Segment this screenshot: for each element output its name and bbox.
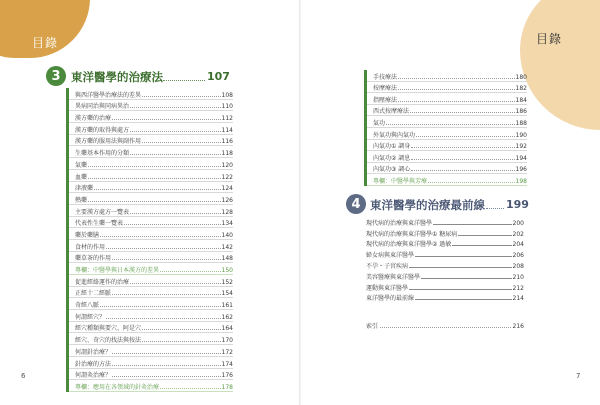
leader-dots (380, 327, 511, 328)
toc-entry-title: 漢方藥的取得與處方 (75, 126, 130, 134)
leader-dots (130, 131, 221, 132)
leader-dots (112, 365, 221, 366)
toc-entry[interactable] (69, 275, 233, 287)
toc-entry[interactable] (366, 292, 524, 303)
toc-entry-page: 196 (515, 166, 527, 174)
leader-dots (106, 318, 221, 319)
toc-entry-page: 190 (515, 131, 527, 139)
toc-entry-page: 180 (515, 73, 527, 81)
toc-entry-title: 手技療法 (373, 73, 398, 81)
section-leader (486, 208, 504, 209)
toc-entry-page: 194 (515, 154, 527, 162)
toc-entry-title: 代表性生藥一覽表 (75, 220, 124, 228)
toc-entry-title: 運動與東洋醫學 (366, 284, 409, 292)
toc-entry-title: 與西洋醫學治療法的差異 (75, 91, 142, 99)
toc-entry[interactable] (367, 151, 527, 163)
leader-dots (421, 278, 512, 279)
leader-dots (94, 189, 221, 190)
toc-entry-page: 116 (221, 138, 233, 146)
leader-dots (142, 329, 221, 330)
toc-entry-page: 198 (515, 177, 527, 185)
section-number-badge: 3 (46, 66, 66, 86)
toc-tag: 目錄 (536, 32, 563, 46)
leader-dots (112, 353, 221, 354)
toc-entry-title: 指壓療法 (373, 96, 398, 104)
toc-entry-title: 氣藥 (75, 161, 88, 169)
toc-entry-title: 美容醫療與東洋醫學 (366, 273, 421, 281)
toc-entry-title: 不孕・子宮疾病 (366, 262, 409, 270)
toc-entry-title: 經穴種類與要穴、阿是穴 (75, 325, 142, 333)
toc-entry[interactable] (366, 281, 524, 292)
leader-dots (112, 376, 221, 377)
toc-entry-page: 134 (221, 220, 233, 228)
leader-dots (142, 96, 221, 97)
toc-entry[interactable] (69, 228, 233, 240)
toc-entry[interactable] (366, 227, 524, 238)
leader-dots (458, 235, 511, 236)
toc-entry-page: 204 (512, 241, 524, 249)
leader-dots (130, 154, 221, 155)
page-number: 6 (21, 372, 26, 380)
toc-entry-title: 何謂針治療？ (75, 348, 112, 356)
leader-dots (411, 159, 514, 160)
toc-entry-page: 206 (512, 252, 524, 260)
toc-entry-page: 161 (221, 302, 233, 310)
toc-entry-page: 214 (512, 295, 524, 303)
toc-entry-title: 內氣功③ 調心 (373, 166, 411, 174)
toc-entry[interactable] (366, 259, 524, 270)
leader-dots (409, 289, 512, 290)
leader-dots (130, 107, 221, 108)
toc-entry[interactable] (69, 369, 233, 381)
toc-entry-page: 114 (221, 126, 233, 134)
leader-dots (415, 299, 512, 300)
toc-entry-page: 142 (221, 243, 233, 251)
toc-entry-page: 170 (221, 337, 233, 345)
section-title[interactable]: 東洋醫學的治療最前線 (370, 198, 485, 212)
leader-dots (112, 294, 221, 295)
toc-entry[interactable] (366, 216, 524, 227)
toc-entry[interactable] (367, 82, 527, 94)
toc-entry-page: 172 (221, 348, 233, 356)
toc-entry[interactable] (69, 158, 233, 170)
leader-dots (411, 147, 514, 148)
toc-entry-page: 212 (512, 284, 524, 292)
toc-entry-title: 經穴、奇穴的找法與按法 (75, 337, 142, 345)
leader-dots (398, 89, 515, 90)
toc-entry-title: 外氣功與內氣功 (373, 131, 416, 139)
toc-entry-title: 西式按摩療法 (373, 108, 410, 116)
leader-dots (130, 283, 221, 284)
toc-entry-page: 128 (221, 208, 233, 216)
leader-dots (106, 248, 221, 249)
toc-entry-title: 血藥 (75, 173, 88, 181)
toc-entry-title: 婦女病與東洋醫學 (366, 252, 415, 260)
toc-column-note[interactable] (69, 263, 233, 275)
toc-entry[interactable] (69, 252, 233, 264)
toc-entry-title: 現代病的治療與東洋醫學 (366, 219, 433, 227)
toc-entry-title: 熱藥 (75, 196, 88, 204)
leader-dots (415, 256, 512, 257)
leader-dots (160, 271, 221, 272)
toc-tag: 目錄 (32, 36, 59, 50)
toc-entry-page: 108 (221, 91, 233, 99)
toc-entry[interactable] (366, 270, 524, 281)
toc-entry-page: 150 (221, 267, 233, 274)
leader-dots (160, 388, 221, 389)
toc-entry[interactable] (367, 140, 527, 152)
leader-dots (88, 201, 221, 202)
toc-entry[interactable] (366, 238, 524, 249)
toc-entry-title: 按摩療法 (373, 85, 398, 93)
toc-entry-page: 200 (512, 219, 524, 227)
toc-entry-page: 120 (221, 161, 233, 169)
toc-entry[interactable] (69, 88, 233, 100)
section-page-number: 199 (506, 198, 529, 211)
toc-entry-page: 148 (221, 255, 233, 263)
toc-entry-title: 內氣功① 調身 (373, 143, 411, 151)
toc-entry-title: 專欄：中醫學與日本漢方的差異 (75, 267, 160, 274)
toc-entry[interactable] (69, 322, 233, 334)
toc-entry-title: 專欄：應用在各領域的針灸治療 (75, 383, 160, 391)
leader-dots (100, 306, 221, 307)
toc-entry[interactable] (69, 146, 233, 158)
toc-entry[interactable] (366, 248, 524, 259)
leader-dots (112, 259, 221, 260)
toc-list (366, 216, 524, 302)
toc-entry-title: 氣功 (373, 119, 386, 127)
toc-entry-page: 184 (515, 96, 527, 104)
toc-entry-title: 異病同治與同病異治 (75, 103, 130, 111)
leader-dots (130, 213, 221, 214)
section-leader (163, 80, 205, 81)
toc-entry[interactable] (367, 93, 527, 105)
toc-entry[interactable] (69, 100, 233, 112)
leader-dots (112, 119, 221, 120)
toc-entry-title: 針治療的方法 (75, 360, 112, 368)
toc-entry-title: 主要漢方處方一覽表 (75, 208, 130, 216)
toc-entry-page: 178 (221, 383, 233, 391)
toc-entry-page: 122 (221, 173, 233, 181)
toc-entry-title: 藥於藥膳 (75, 231, 100, 239)
leader-dots (88, 166, 221, 167)
index-page: 216 (512, 323, 524, 330)
toc-entry[interactable] (367, 116, 527, 128)
toc-entry-page: 152 (221, 278, 233, 286)
toc-entry-page: 164 (221, 325, 233, 333)
toc-entry-page: 174 (221, 360, 233, 368)
toc-entry-page: 208 (512, 262, 524, 270)
toc-entry-title: 食材的作用 (75, 243, 106, 251)
toc-entry-title: 漢方藥的治療 (75, 115, 112, 123)
leader-dots (411, 170, 514, 171)
toc-entry-title: 奇經八脈 (75, 302, 100, 310)
leader-dots (142, 341, 221, 342)
leader-dots (398, 78, 515, 79)
section-page-number: 107 (207, 70, 230, 83)
leader-dots (416, 136, 515, 137)
toc-entry-page: 186 (515, 108, 527, 116)
toc-entry[interactable] (69, 333, 233, 345)
toc-entry[interactable] (367, 70, 527, 82)
toc-entry-title: 現代病的治療與東洋醫學② 過敏 (366, 241, 452, 249)
toc-entry-page: 118 (221, 150, 233, 158)
toc-entry[interactable] (69, 135, 233, 147)
toc-entry-title: 何謂經穴？ (75, 313, 106, 321)
section-title[interactable]: 東洋醫學的治療法 (71, 70, 163, 84)
leader-dots (124, 224, 221, 225)
toc-entry[interactable] (69, 170, 233, 182)
leader-dots (88, 178, 221, 179)
toc-entry[interactable] (69, 287, 233, 299)
toc-list (66, 88, 233, 392)
toc-entry-title: 專欄：中醫學與芳療 (373, 177, 428, 185)
toc-entry[interactable] (69, 123, 233, 135)
toc-entry-page: 126 (221, 196, 233, 204)
toc-entry[interactable] (69, 345, 233, 357)
leader-dots (386, 124, 515, 125)
leader-dots (428, 182, 515, 183)
page-number: 7 (576, 372, 581, 380)
toc-entry[interactable] (69, 357, 233, 369)
toc-entry-page: 162 (221, 313, 233, 321)
toc-entry[interactable] (69, 217, 233, 229)
toc-entry[interactable] (69, 298, 233, 310)
section-number-badge: 4 (346, 194, 366, 214)
toc-entry[interactable] (69, 111, 233, 123)
toc-entry-page: 192 (515, 143, 527, 151)
toc-column-note[interactable] (69, 380, 233, 392)
toc-entry-title: 正經十二經脈 (75, 290, 112, 298)
toc-entry[interactable] (69, 240, 233, 252)
leader-dots (100, 236, 221, 237)
leader-dots (433, 224, 512, 225)
toc-entry[interactable] (69, 205, 233, 217)
toc-entry-page: 124 (221, 185, 233, 193)
toc-entry[interactable] (367, 105, 527, 117)
toc-entry-page: 112 (221, 115, 233, 123)
toc-entry-title: 促進經絡運作的治療 (75, 278, 130, 286)
toc-entry-page: 110 (221, 103, 233, 111)
toc-entry[interactable] (69, 193, 233, 205)
leader-dots (409, 267, 512, 268)
toc-entry[interactable] (367, 163, 527, 175)
toc-entry[interactable] (367, 128, 527, 140)
toc-entry-title: 藥草茶的作用 (75, 255, 112, 263)
toc-entry-title: 現代病的治療與東洋醫學① 糖尿病 (366, 230, 458, 238)
toc-entry-title: 漢方藥的服用法與副作用 (75, 138, 142, 146)
toc-column-note[interactable] (367, 174, 527, 186)
toc-entry-page: 176 (221, 372, 233, 380)
index-entry[interactable] (366, 321, 524, 330)
toc-entry-title: 東洋醫學的最前線 (366, 295, 415, 303)
toc-entry-page: 210 (512, 273, 524, 281)
toc-entry[interactable] (69, 182, 233, 194)
leader-dots (410, 112, 515, 113)
toc-entry-title: 津液藥 (75, 185, 94, 193)
toc-entry-page: 140 (221, 231, 233, 239)
leader-dots (398, 101, 515, 102)
toc-entry[interactable] (69, 310, 233, 322)
leader-dots (452, 245, 511, 246)
toc-entry-page: 202 (512, 230, 524, 238)
toc-entry-title: 何謂灸治療？ (75, 372, 112, 380)
index-title: 索引 (366, 323, 379, 330)
toc-entry-title: 內氣功② 調息 (373, 154, 411, 162)
toc-entry-page: 182 (515, 85, 527, 93)
toc-entry-page: 154 (221, 290, 233, 298)
toc-entry-page: 188 (515, 119, 527, 127)
toc-list (364, 70, 527, 186)
toc-entry-title: 生藥基本作用的分類 (75, 150, 130, 158)
leader-dots (142, 142, 221, 143)
